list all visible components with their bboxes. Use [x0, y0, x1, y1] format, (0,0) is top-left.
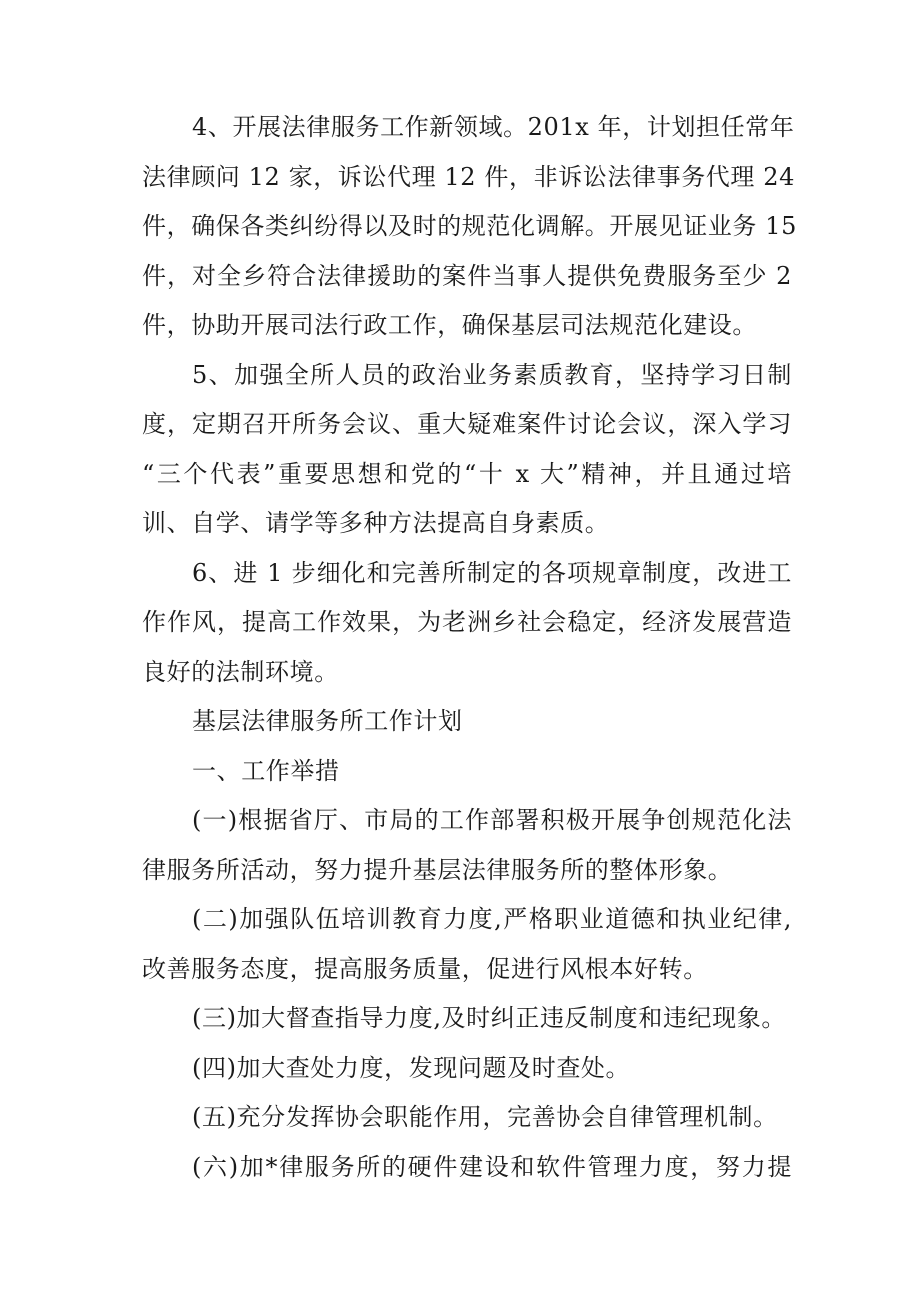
text-line: 良好的法制环境。: [142, 657, 339, 686]
text-line: 4、开展法律服务工作新领域。201x 年，计划担任常年: [192, 113, 795, 141]
text-line: (六)加*律服务所的硬件建设和软件管理力度，努力提: [192, 1152, 792, 1181]
text-line: 6、进 1 步细化和完善所制定的各项规章制度，改进工: [192, 558, 792, 587]
text-line: 法律顾问 12 家，诉讼代理 12 件，非诉讼法律事务代理 24: [142, 162, 795, 191]
text-line: (四)加大查处力度，发现问题及时查处。: [192, 1053, 631, 1082]
text-line: 一、工作举措: [192, 756, 340, 785]
text-line: 件，对全乡符合法律援助的案件当事人提供免费服务至少 2: [142, 261, 792, 290]
paragraph-item-4: [142, 103, 797, 351]
text-line: (一)根据省厅、市局的工作部署积极开展争创规范化法: [192, 806, 792, 834]
text-line: 件，确保各类纠纷得以及时的规范化调解。开展见证业务 15: [142, 212, 797, 240]
paragraph-item-6: [142, 549, 792, 698]
text-line: (五)充分发挥协会职能作用，完善协会自律管理机制。: [192, 1103, 778, 1131]
text-line: 训、自学、请学等多种方法提高自身素质。: [142, 509, 610, 537]
text-line: 作作风，提高工作效果，为老洲乡社会稳定，经济发展营造: [142, 608, 792, 636]
measure-item-1: [142, 796, 792, 895]
measure-item-3: [142, 994, 792, 1044]
section-heading: [142, 747, 792, 797]
text-line: (二)加强队伍培训教育力度,严格职业道德和执业纪律,: [192, 905, 792, 933]
paragraph-item-5: [142, 351, 792, 549]
text-line: 改善服务态度，提高服务质量，促进行风根本好转。: [142, 954, 708, 983]
measure-item-4: [142, 1044, 792, 1094]
text-line: “三个代表”重要思想和党的“十 x 大”精神，并且通过培: [142, 459, 792, 488]
text-line: 基层法律服务所工作计划: [192, 707, 463, 735]
text-line: (三)加大督查指导力度,及时纠正违反制度和违纪现象。: [192, 1004, 786, 1032]
measure-item-5: [142, 1093, 792, 1143]
document-body: [142, 103, 797, 1192]
text-line: 5、加强全所人员的政治业务素质教育，坚持学习日制: [192, 360, 792, 389]
section-title: [142, 697, 792, 747]
measure-item-2: [142, 895, 792, 994]
text-line: 度，定期召开所务会议、重大疑难案件讨论会议，深入学习: [142, 410, 792, 438]
text-line: 件，协助开展司法行政工作，确保基层司法规范化建设。: [142, 311, 757, 339]
text-line: 律服务所活动，努力提升基层法律服务所的整体形象。: [142, 855, 733, 884]
measure-item-6: [142, 1143, 792, 1193]
